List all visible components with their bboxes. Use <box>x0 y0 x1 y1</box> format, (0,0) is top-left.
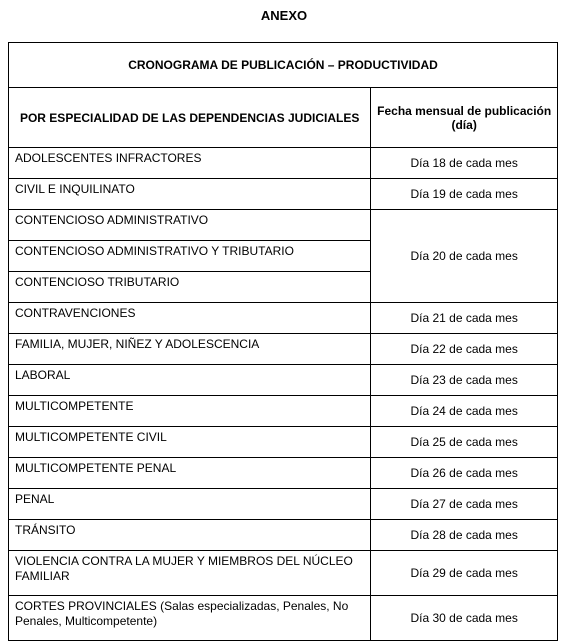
date-cell: Día 29 de cada mes <box>371 551 558 596</box>
specialty-cell: CONTENCIOSO TRIBUTARIO <box>9 272 371 303</box>
specialty-cell: VIOLENCIA CONTRA LA MUJER Y MIEMBROS DEL NÚCLEO FAMILIAR <box>9 551 371 596</box>
table-row <box>9 596 558 641</box>
table-row <box>9 489 558 520</box>
specialty-cell: LABORAL <box>9 365 371 396</box>
column-header-date: Fecha mensual de publicación (día) <box>371 88 558 148</box>
date-cell: Día 25 de cada mes <box>371 427 558 458</box>
table-row <box>9 148 558 179</box>
date-cell: Día 24 de cada mes <box>371 396 558 427</box>
date-cell: Día 22 de cada mes <box>371 334 558 365</box>
specialty-cell: MULTICOMPETENTE PENAL <box>9 458 371 489</box>
date-cell: Día 30 de cada mes <box>371 596 558 641</box>
table-row <box>9 303 558 334</box>
date-cell: Día 20 de cada mes <box>371 210 558 303</box>
specialty-cell: CONTENCIOSO ADMINISTRATIVO Y TRIBUTARIO <box>9 241 371 272</box>
specialty-cell: MULTICOMPETENTE <box>9 396 371 427</box>
table-header-row <box>9 88 558 148</box>
table-row <box>9 396 558 427</box>
table-row <box>9 458 558 489</box>
specialty-cell: ADOLESCENTES INFRACTORES <box>9 148 371 179</box>
specialty-cell: CONTRAVENCIONES <box>9 303 371 334</box>
specialty-cell: FAMILIA, MUJER, NIÑEZ Y ADOLESCENCIA <box>9 334 371 365</box>
table-title: CRONOGRAMA DE PUBLICACIÓN – PRODUCTIVIDAD <box>9 43 558 88</box>
date-cell: Día 21 de cada mes <box>371 303 558 334</box>
table-title-row <box>9 43 558 88</box>
page-heading: ANEXO <box>260 8 308 23</box>
date-cell: Día 19 de cada mes <box>371 179 558 210</box>
specialty-cell: MULTICOMPETENTE CIVIL <box>9 427 371 458</box>
table-row <box>9 427 558 458</box>
date-cell: Día 23 de cada mes <box>371 365 558 396</box>
table-row <box>9 551 558 596</box>
date-cell: Día 26 de cada mes <box>371 458 558 489</box>
specialty-cell: CORTES PROVINCIALES (Salas especializadas, Penales, No Penales, Multicompetente) <box>9 596 371 641</box>
date-cell: Día 28 de cada mes <box>371 520 558 551</box>
column-header-specialty: POR ESPECIALIDAD DE LAS DEPENDENCIAS JUDICIALES <box>9 88 371 148</box>
specialty-cell: TRÁNSITO <box>9 520 371 551</box>
specialty-cell: CONTENCIOSO ADMINISTRATIVO <box>9 210 371 241</box>
specialty-cell: PENAL <box>9 489 371 520</box>
table-row <box>9 365 558 396</box>
table-row <box>9 334 558 365</box>
table-row <box>9 179 558 210</box>
date-cell: Día 27 de cada mes <box>371 489 558 520</box>
schedule-table <box>8 42 558 641</box>
specialty-cell: CIVIL E INQUILINATO <box>9 179 371 210</box>
date-cell: Día 18 de cada mes <box>371 148 558 179</box>
table-row <box>9 520 558 551</box>
table-row <box>9 210 558 241</box>
